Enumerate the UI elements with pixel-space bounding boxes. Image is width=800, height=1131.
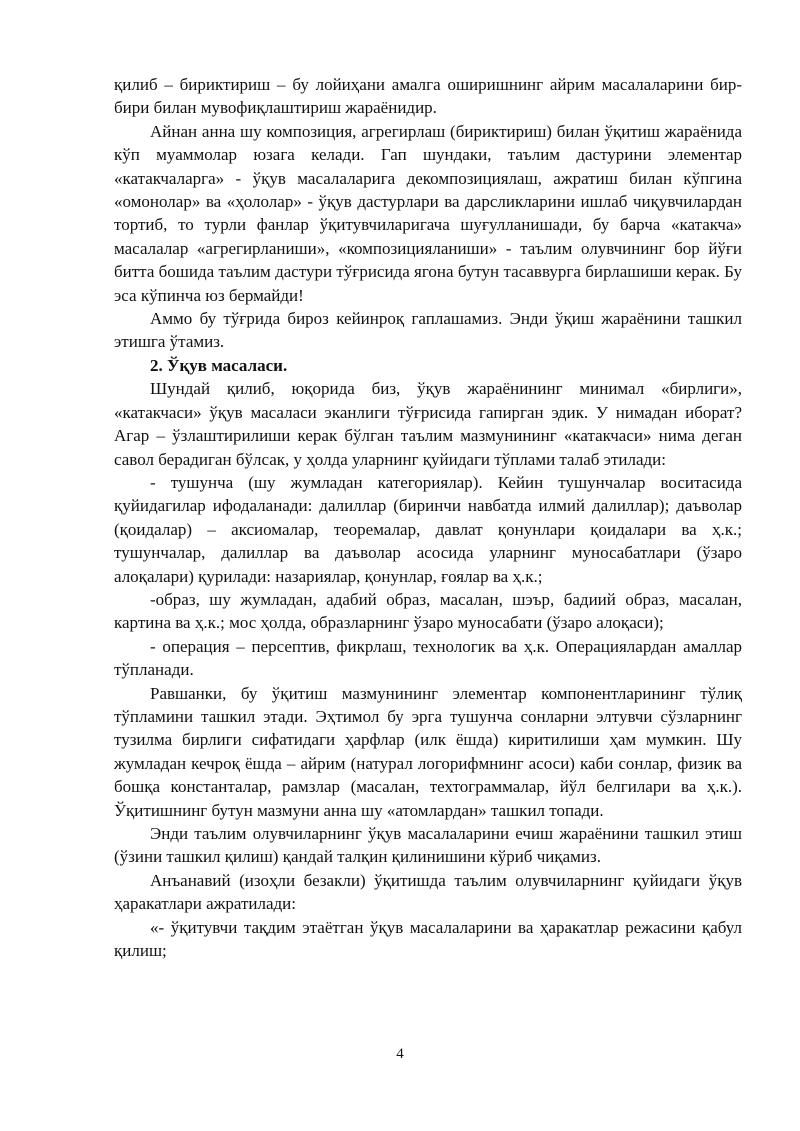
paragraph: Равшанки, бу ўқитиш мазмунининг элементар компонентларининг тўлиқ тўпламини ташкил этади. Эҳтимол бу эрга тушунча сонларни элтувчи сўзларнинг тузилма бирлиги сифатидаги ҳарфлар (илк ёшда) киритилиши ҳам мумкин. Шу жумладан кечроқ ёшда – айрим (натурал логорифмнинг асоси) каби сонлар, физик ва бошқа константалар, рамзлар (масалан, техтограммалар, йўл белгилари ва ҳ.к.). Ўқитишнинг бутун мазмуни анна шу «атомлардан» ташкил топади. <box>114 683 742 820</box>
list-item-concept: - тушунча (шу жумладан категориялар). Кейин тушунчалар воситасида қуйидагилар ифодаланади: далиллар (биринчи навбатда илмий далиллар); даъволар (қоидалар) – аксиомалар, теоремалар, давлат қонунлари қоидалари ва ҳ.к.; тушунчалар, далиллар ва даъволар асосида уларнинг муносабатлари (ўзаро алоқалари) қурилади: назариялар, қонунлар, ғоялар ва ҳ.к.; <box>114 472 742 586</box>
document-body <box>114 73 742 962</box>
paragraph: Энди таълим олувчиларнинг ўқув масалаларини ечиш жараёнини ташкил этиш (ўзини ташкил қилиш) қандай талқин қилинишини кўриб чиқамиз. <box>114 824 742 867</box>
page-number: 4 <box>396 1046 404 1062</box>
paragraph: қилиб – бириктириш – бу лойиҳани амалга оширишнинг айрим масалаларини бир-бири билан мувофиқлаштириш жараёнидир. <box>114 75 742 118</box>
paragraph: Айнан анна шу композиция, агрегирлаш (бириктириш) билан ўқитиш жараёнида кўп муаммолар юзага келади. Гап шундаки, таълим дастурини элементар «катакчаларга» - ўқув масалаларига декомпозициялаш, ажратиш билан кўпгина «омонолар» ва «ҳололар» - ўқув дастурлари ва дарсликларини ишлаб чиқувчилардан тортиб, то турли фанлар ўқитувчиларигача шуғулланишади, бу барча «катакча» масалалар «агрегирланиши», «композицияланиши» - таълим олувчининг бор йўғи битта бошида таълим дастури тўғрисида ягона бутун тасаввурга бирлашиши керак. Бу эса кўпинча юз бермайди! <box>114 121 742 305</box>
paragraph: Анъанавий (изоҳли безакли) ўқитишда таълим олувчиларнинг қуйидаги ўқув ҳаракатлари ажратилади: <box>114 870 742 914</box>
paragraph: Шундай қилиб, юқорида биз, ўқув жараёнининг минимал «бирлиги», «катакчаси» ўқув масаласи эканлиги тўғрисида гапирган эдик. У нимадан иборат? Агар – ўзлаштирилиши керак бўлган таълим мазмунининг «катакчаси» нима деган савол берадиган бўлсак, у ҳолда уларнинг қуйидаги тўплами талаб этилади: <box>114 379 742 469</box>
list-item-operation: - операция – персептив, фикрлаш, технологик ва ҳ.к. Операциялардан амаллар тўпланади. <box>114 636 742 680</box>
list-item-image: -образ, шу жумладан, адабий образ, масалан, шэър, бадиий образ, масалан, картина ва ҳ.к.; мос ҳолда, образларнинг ўзаро муносабати (ўзаро алоқаси); <box>114 589 742 633</box>
paragraph: Аммо бу тўғрида бироз кейинроқ гаплашамиз. Энди ўқиш жараёнини ташкил этишга ўтамиз. <box>114 309 742 352</box>
paragraph: «- ўқитувчи тақдим этаётган ўқув масалаларини ва ҳаракатлар режасини қабул қилиш; <box>114 917 742 961</box>
section-heading: 2. Ўқув масаласи. <box>150 355 288 375</box>
